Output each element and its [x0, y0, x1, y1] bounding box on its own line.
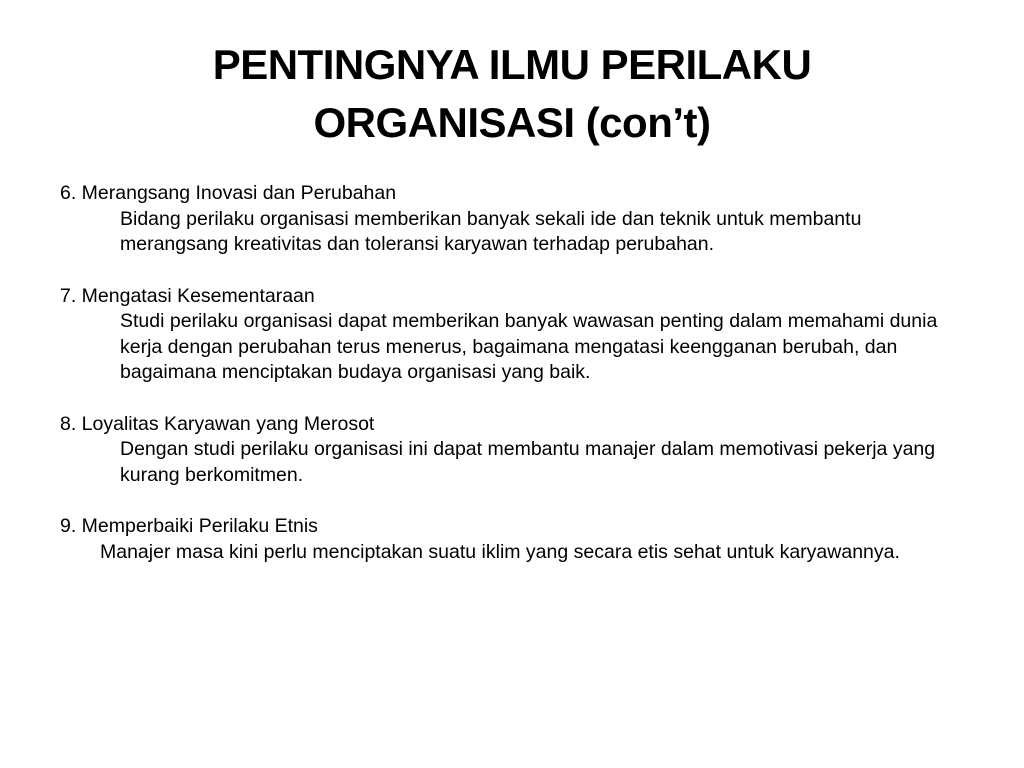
section-9	[60, 514, 970, 565]
section-body: Manajer masa kini perlu menciptakan suatu iklim yang secara etis sehat untuk karyawannya.	[100, 540, 900, 563]
section-heading: 6. Merangsang Inovasi dan Perubahan	[60, 182, 397, 204]
slide-title	[60, 36, 964, 152]
section-7	[60, 284, 970, 386]
section-8	[60, 412, 970, 489]
section-body: Dengan studi perilaku organisasi ini dapat membantu manajer dalam memotivasi pekerja yang kurang berkomitmen.	[120, 438, 936, 486]
section-6	[60, 181, 970, 258]
slide-title-line-2: ORGANISASI (con’t)	[313, 99, 711, 146]
section-heading: 8. Loyalitas Karyawan yang Merosot	[60, 412, 375, 435]
section-heading: 9. Memperbaiki Perilaku Etnis	[60, 515, 318, 537]
section-body: Bidang perilaku organisasi memberikan banyak sekali ide dan teknik untuk membantu merangsang kreativitas dan toleransi karyawan terhadap perubahan.	[120, 207, 862, 255]
slide-title-line-1: PENTINGNYA ILMU PERILAKU	[212, 41, 812, 88]
section-heading: 7. Mengatasi Kesementaraan	[60, 284, 315, 307]
slide-content	[60, 181, 970, 591]
section-body: Studi perilaku organisasi dapat memberikan banyak wawasan penting dalam memahami dunia kerja dengan perubahan terus menerus, bagaimana mengatasi keengganan berubah, dan bagaimana menciptakan budaya organisasi yang baik.	[120, 310, 938, 383]
